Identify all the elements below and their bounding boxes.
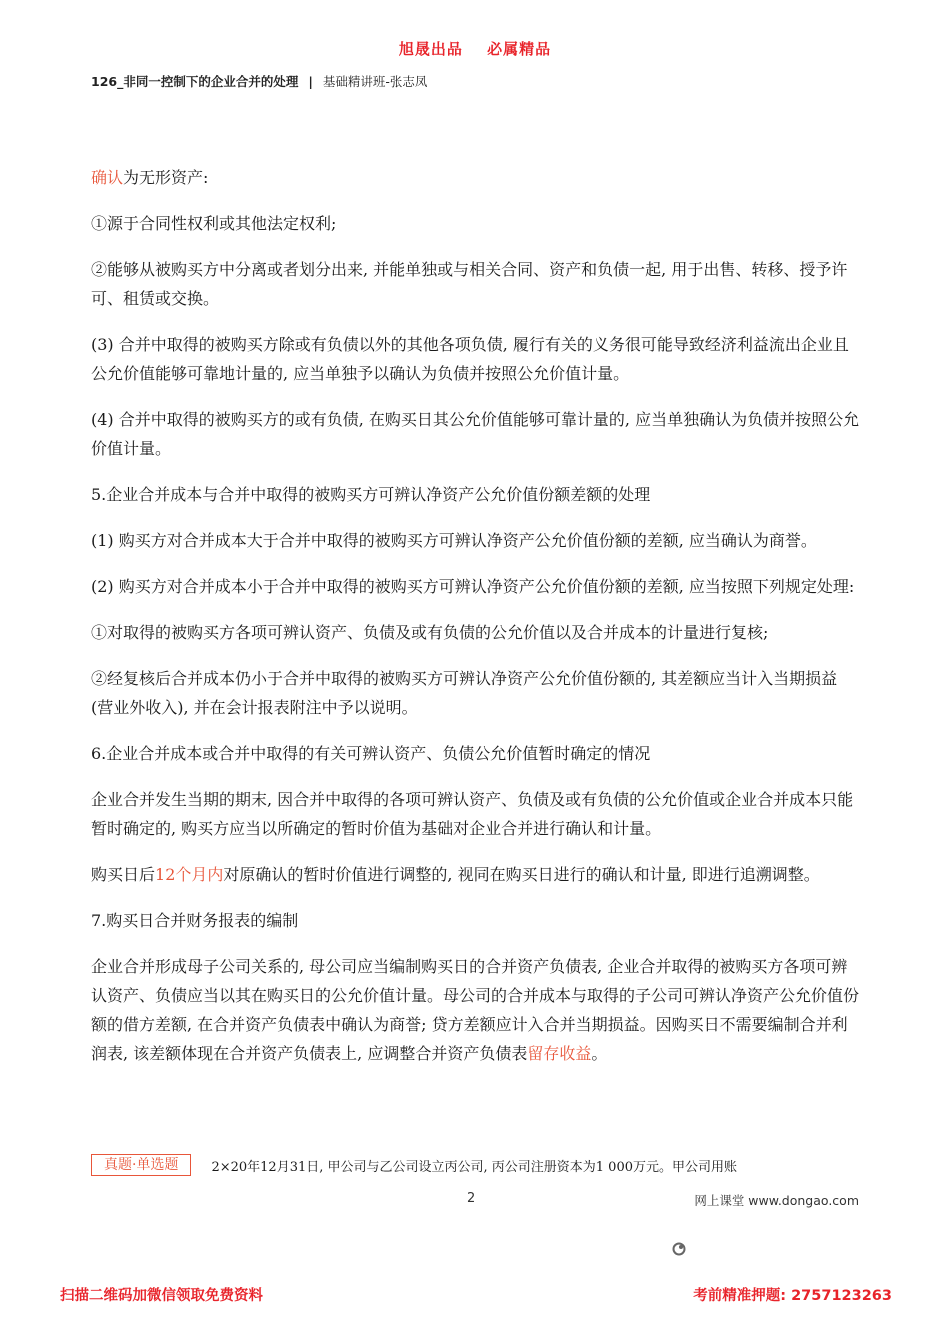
class-name: 基础精讲班-张志凤 bbox=[322, 74, 428, 89]
paragraph-text: 。 bbox=[591, 1044, 608, 1063]
question-row bbox=[91, 1154, 861, 1176]
paragraph: ②能够从被购买方中分离或者划分出来, 并能单独或与相关合同、资产和负债一起, 用于出售、转移、授予许可、租赁或交换。 bbox=[91, 260, 848, 308]
site-link[interactable]: 网上课堂 www.dongao.com bbox=[694, 1193, 859, 1208]
document-body bbox=[91, 163, 861, 1068]
paragraph-12-months bbox=[91, 860, 861, 889]
paragraph-text: 企业合并形成母子公司关系的, 母公司应当编制购买日的合并资产负债表, 企业合并取得的被购买方各项可辨认资产、负债应当以其在购买日的公允价值计量。母公司的合并成本与取得的子公司可辨认净资产公允价值份额的借方差额, 在合并资产负债表中确认为商誉; 贷方差额应计入合并当期损益。因购买日不需要编制合并利润表, 该差额体现在合并资产负债表上, 应调整合并资产负债表 bbox=[91, 957, 860, 1063]
paragraph: (2) 购买方对合并成本小于合并中取得的被购买方可辨认净资产公允价值份额的差额, 应当按照下列规定处理: bbox=[91, 577, 855, 596]
highlight-text: 留存收益 bbox=[527, 1044, 592, 1063]
paragraph-intangible-asset bbox=[91, 163, 861, 192]
page-header bbox=[91, 72, 427, 90]
paragraph: ①源于合同性权利或其他法定权利; bbox=[91, 214, 337, 233]
paragraph: ②经复核后合并成本仍小于合并中取得的被购买方可辨认净资产公允价值份额的, 其差额应当计入当期损益 (营业外收入), 并在会计报表附注中予以说明。 bbox=[91, 669, 838, 717]
section-heading: 6.企业合并成本或合并中取得的有关可辨认资产、负债公允价值暂时确定的情况 bbox=[91, 744, 651, 763]
top-banner bbox=[0, 38, 950, 59]
header-separator: | bbox=[308, 74, 313, 89]
paragraph: (1) 购买方对合并成本大于合并中取得的被购买方可辨认净资产公允价值份额的差额, 应当确认为商誉。 bbox=[91, 531, 817, 550]
paragraph: 企业合并发生当期的期末, 因合并中取得的各项可辨认资产、负债及或有负债的公允价值或企业合并成本只能暂时确定的, 购买方应当以所确定的暂时价值为基础对企业合并进行确认和计量。 bbox=[91, 790, 854, 838]
page-number: 2 bbox=[467, 1191, 476, 1206]
highlight-text: 确认 bbox=[91, 168, 124, 187]
question-text: 2×20年12月31日, 甲公司与乙公司设立丙公司, 丙公司注册资本为1 000万元。甲公司用账 bbox=[211, 1159, 737, 1175]
question-tag: 真题·单选题 bbox=[91, 1154, 191, 1176]
banner-left: 旭晟出品 bbox=[398, 40, 463, 58]
bottom-left-promo: 扫描二维码加微信领取免费资料 bbox=[60, 1288, 263, 1304]
logo-icon bbox=[672, 1242, 686, 1256]
highlight-text: 12个月内 bbox=[155, 865, 224, 884]
section-heading: 5.企业合并成本与合并中取得的被购买方可辨认净资产公允价值份额差额的处理 bbox=[91, 485, 651, 504]
banner-right: 必属精品 bbox=[487, 40, 552, 58]
course-title: 126_非同一控制下的企业合并的处理 bbox=[91, 74, 299, 89]
paragraph: (4) 合并中取得的被购买方的或有负债, 在购买日其公允价值能够可靠计量的, 应当单独确认为负债并按照公允价值计量。 bbox=[91, 410, 860, 458]
paragraph-text: 购买日后 bbox=[91, 865, 156, 884]
paragraph: (3) 合并中取得的被购买方除或有负债以外的其他各项负债, 履行有关的义务很可能导致经济利益流出企业且公允价值能够可靠地计量的, 应当单独予以确认为负债并按照公允价值计量。 bbox=[91, 335, 849, 383]
paragraph: ①对取得的被购买方各项可辨认资产、负债及或有负债的公允价值以及合并成本的计量进行复核; bbox=[91, 623, 769, 642]
bottom-right-promo: 考前精准押题: 2757123263 bbox=[693, 1288, 892, 1304]
paragraph-text: 为无形资产: bbox=[123, 168, 209, 187]
paragraph-text: 对原确认的暂时价值进行调整的, 视同在购买日进行的确认和计量, 即进行追溯调整。 bbox=[223, 865, 820, 884]
paragraph-retained-earnings bbox=[91, 952, 861, 1068]
section-heading: 7.购买日合并财务报表的编制 bbox=[91, 911, 299, 930]
